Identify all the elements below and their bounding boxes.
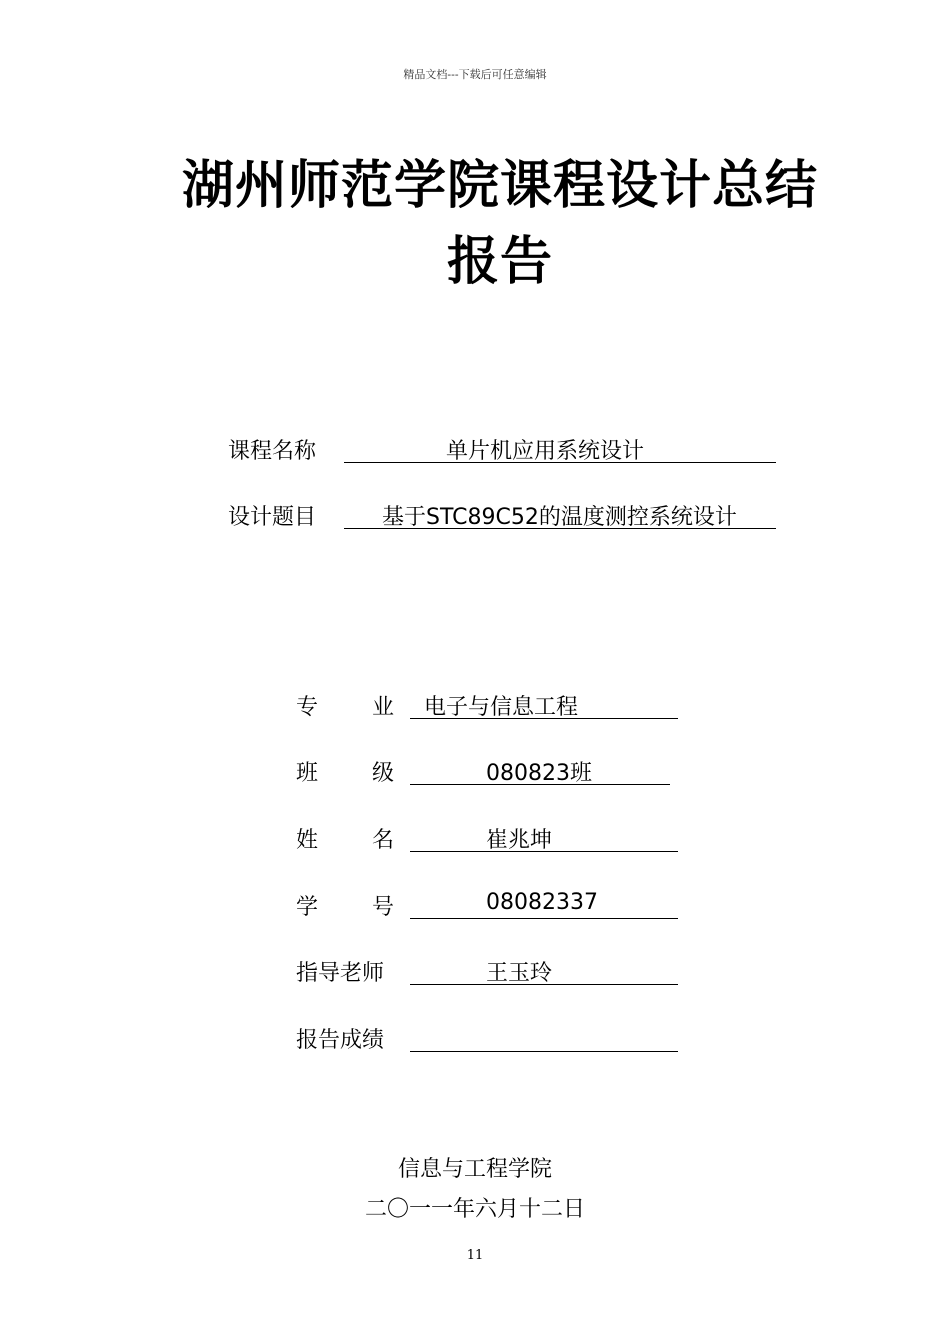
- major-label-char-2: 业: [372, 695, 395, 720]
- design-topic-field: [344, 500, 776, 529]
- course-name-value: 单片机应用系统设计: [446, 439, 645, 464]
- major-label-char-1: 专: [296, 695, 319, 720]
- report-title-line-1: 湖州师范学院课程设计总结: [181, 155, 818, 216]
- student-id-label-char-1: 学: [296, 895, 319, 920]
- student-name-value: 崔兆坤: [486, 828, 553, 853]
- major-value: 电子与信息工程: [424, 695, 579, 720]
- student-id-label-char-2: 号: [372, 895, 395, 920]
- student-id-field: [410, 890, 678, 919]
- page-number: 11: [466, 1248, 484, 1263]
- course-name-label: 课程名称: [228, 439, 317, 464]
- major-field: [410, 690, 678, 719]
- report-title-line-2: 报告: [446, 231, 553, 292]
- design-topic-value: 基于STC89C52的温度测控系统设计: [382, 505, 737, 530]
- class-label-char-2: 级: [372, 761, 395, 786]
- class-label-char-1: 班: [296, 761, 319, 786]
- college-name: 信息与工程学院: [397, 1157, 552, 1182]
- advisor-value: 王玉玲: [486, 961, 553, 986]
- student-name-field: [410, 823, 678, 852]
- advisor-field: [410, 956, 678, 985]
- grade-label: 报告成绩: [296, 1028, 385, 1053]
- course-name-field: [344, 434, 776, 463]
- class-field: [410, 756, 670, 785]
- design-topic-label: 设计题目: [228, 505, 317, 530]
- advisor-label: 指导老师: [296, 961, 385, 986]
- header-note: 精品文档---下载后可任意编辑: [403, 68, 547, 81]
- student-name-label-char-1: 姓: [296, 828, 319, 853]
- student-name-label-char-2: 名: [372, 828, 395, 853]
- class-value: 080823班: [486, 761, 592, 786]
- student-id-value: 08082337: [486, 890, 598, 915]
- grade-field: [410, 1023, 678, 1052]
- report-date: 二〇一一年六月十二日: [364, 1197, 585, 1222]
